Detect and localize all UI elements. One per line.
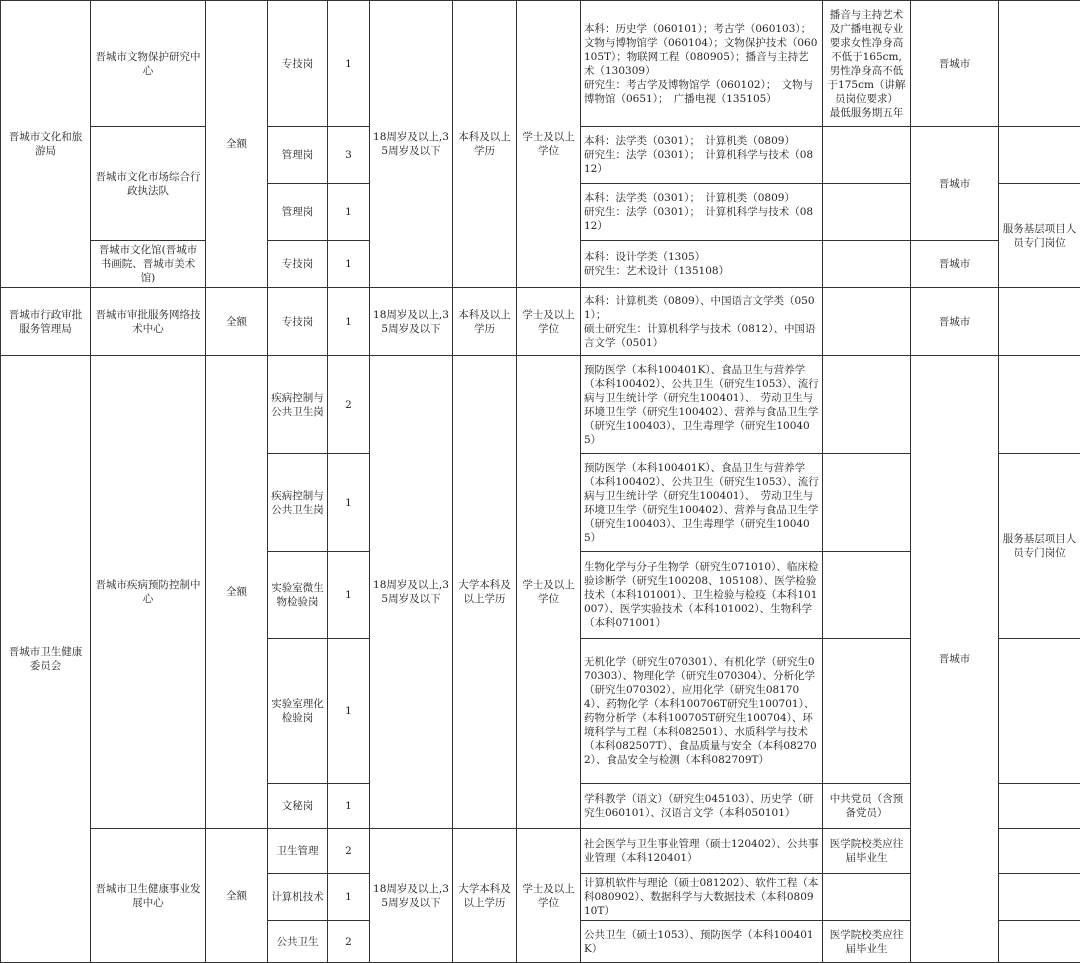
post-cell: 公共卫生	[268, 921, 328, 963]
major-cell: 生物化学与分子生物学（研究生071010）、临床检验诊断学（研究生100208、105108）、医学检验技术（本科101001）、卫生检验与检疫（本科101007）、医学实验技术（本科101002）、生物科学（本科071001）	[581, 552, 823, 639]
major-cell: 预防医学（本科100401K）、食品卫生与营养学（本科100402）、公共卫生（研究生1053）、流行病与卫生统计学（研究生100401）、 劳动卫生与环境卫生学（研究生100402）、营养与食品卫生学（研究生100403）、卫生毒理学（研究生100405）	[581, 454, 823, 552]
remark-cell	[999, 921, 1080, 963]
other-requirement-cell	[823, 454, 911, 552]
major-cell: 无机化学（研究生070301）、有机化学（研究生070303）、物理化学（研究生070304）、分析化学（研究生070302）、应用化学（研究生081704）、药物化学（本科100706T研究生100701）、药物分析学（本科100705T研究生100704）、环境科学与工程（本科082501）、水质科学与技术（本科082507T）、食品质量与安全（本科082702）、食品安全与检测（本科082709T）	[581, 639, 823, 784]
major-line: 硕士研究生：计算机科学与技术（0812）、中国语言文学（0501）	[584, 322, 819, 350]
post-cell: 实验室微生物检验岗	[268, 552, 328, 639]
remark-cell	[999, 1, 1080, 127]
place-cell: 晋城市	[911, 241, 999, 288]
other-requirement-cell	[823, 127, 911, 184]
count-cell: 2	[328, 356, 370, 454]
major-line: 研究生：法学（0301）； 计算机科学与技术（0812）	[584, 205, 819, 233]
fund-cell: 全额	[206, 356, 268, 829]
place-cell: 晋城市	[911, 288, 999, 356]
count-cell: 2	[328, 921, 370, 963]
remark-cell	[999, 784, 1080, 829]
count-cell: 1	[328, 454, 370, 552]
major-cell	[581, 184, 823, 241]
remark-cell	[999, 874, 1080, 921]
dept-cell: 晋城市行政审批服务管理局	[1, 288, 91, 356]
fund-cell: 全额	[206, 1, 268, 288]
table-row	[1, 356, 1080, 454]
other-requirement-cell: 医学院校类应往届毕业生	[823, 829, 911, 874]
major-cell: 预防医学（本科100401K）、食品卫生与营养学（本科100402）、公共卫生（研究生1053）、流行病与卫生统计学（研究生100401）、 劳动卫生与环境卫生学（研究生100402）、营养与食品卫生学（研究生100403）、卫生毒理学（研究生100405）	[581, 356, 823, 454]
major-line: 本科：设计学类（1305）	[584, 250, 819, 264]
remark-cell: 服务基层项目人员专门岗位	[999, 454, 1080, 639]
major-cell: 计算机软件与理论（硕士081202）、软件工程（本科080902）、数据科学与大数据技术（本科080910T）	[581, 874, 823, 921]
age-cell: 18周岁及以上,35周岁及以下	[370, 288, 453, 356]
unit-cell: 晋城市文物保护研究中心	[91, 1, 206, 127]
table-row	[1, 1, 1080, 127]
age-cell: 18周岁及以上,35周岁及以下	[370, 1, 453, 288]
age-cell: 18周岁及以上,35周岁及以下	[370, 356, 453, 829]
dept-cell: 晋城市卫生健康委员会	[1, 356, 91, 963]
remark-cell	[999, 127, 1080, 184]
post-cell: 专技岗	[268, 1, 328, 127]
remark-cell	[999, 639, 1080, 784]
other-requirement-cell	[823, 288, 911, 356]
post-cell: 实验室理化检验岗	[268, 639, 328, 784]
other-requirement-cell: 医学院校类应往届毕业生	[823, 921, 911, 963]
degree-cell: 学士及以上学位	[517, 288, 581, 356]
major-cell	[581, 127, 823, 184]
major-cell	[581, 288, 823, 356]
post-cell: 疾病控制与公共卫生岗	[268, 356, 328, 454]
degree-cell: 学士及以上学位	[517, 356, 581, 829]
count-cell: 1	[328, 184, 370, 241]
count-cell: 1	[328, 288, 370, 356]
education-cell: 本科及以上学历	[453, 1, 517, 288]
other-requirement-cell: 中共党员（含预备党员）	[823, 784, 911, 829]
other-requirement-cell	[823, 1, 911, 127]
major-cell: 公共卫生（硕士1053）、预防医学（本科100401K）	[581, 921, 823, 963]
education-cell: 本科及以上学历	[453, 288, 517, 356]
post-cell: 疾病控制与公共卫生岗	[268, 454, 328, 552]
table-row	[1, 288, 1080, 356]
post-cell: 计算机技术	[268, 874, 328, 921]
major-cell: 社会医学与卫生事业管理（硕士120402）、公共事业管理（本科120401）	[581, 829, 823, 874]
fund-cell: 全额	[206, 829, 268, 963]
count-cell: 1	[328, 874, 370, 921]
major-cell	[581, 241, 823, 288]
major-line: 本科：计算机类（0809）、中国语言文学类（0501）；	[584, 294, 819, 322]
major-cell	[581, 1, 823, 127]
major-line: 本科：法学类（0301）； 计算机类（0809）	[584, 191, 819, 205]
remark-cell	[999, 288, 1080, 356]
unit-cell: 晋城市卫生健康事业发展中心	[91, 829, 206, 963]
unit-cell: 晋城市审批服务网络技术中心	[91, 288, 206, 356]
place-cell: 晋城市	[911, 127, 999, 241]
education-cell: 大学本科及以上学历	[453, 829, 517, 963]
remark-cell	[999, 829, 1080, 874]
other-line: 播音与主持艺术及广播电视专业要求女性净身高不低于165cm,男性净身高不低于175cm（讲解员岗位要求）	[826, 8, 907, 106]
other-requirement-cell	[823, 639, 911, 784]
post-cell: 专技岗	[268, 241, 328, 288]
count-cell: 1	[328, 784, 370, 829]
dept-cell: 晋城市文化和旅游局	[1, 1, 91, 288]
major-line: 研究生：法学（0301）； 计算机科学与技术（0812）	[584, 148, 819, 176]
post-cell: 专技岗	[268, 288, 328, 356]
fund-cell: 全额	[206, 288, 268, 356]
count-cell: 1	[328, 639, 370, 784]
count-cell: 3	[328, 127, 370, 184]
count-cell: 2	[328, 829, 370, 874]
major-line: 本科：法学类（0301）； 计算机类（0809）	[584, 134, 819, 148]
post-cell: 卫生管理	[268, 829, 328, 874]
degree-cell: 学士及以上学位	[517, 829, 581, 963]
count-cell: 1	[328, 241, 370, 288]
major-line: 研究生：艺术设计（135108）	[584, 264, 819, 278]
unit-cell: 晋城市文化馆(晋城市书画院、晋城市美术馆)	[91, 241, 206, 288]
degree-cell: 学士及以上学位	[517, 1, 581, 288]
post-cell: 管理岗	[268, 127, 328, 184]
count-cell: 1	[328, 1, 370, 127]
major-line: 本科：历史学（060101）；考古学（060103）；文物与博物馆学（060104）；文物保护技术（060105T）；物联网工程（080905）；播音与主持艺术（130309）	[584, 22, 819, 78]
major-cell: 学科教学（语文）（研究生045103）、历史学（研究生060101）、汉语言文学（本科050101）	[581, 784, 823, 829]
count-cell: 1	[328, 552, 370, 639]
other-requirement-cell	[823, 874, 911, 921]
place-cell: 晋城市	[911, 356, 999, 963]
education-cell: 大学本科及以上学历	[453, 356, 517, 829]
other-requirement-cell	[823, 241, 911, 288]
other-requirement-cell	[823, 184, 911, 241]
other-requirement-cell	[823, 552, 911, 639]
major-line: 研究生：考古学及博物馆学（060102）； 文物与博物馆（0651）； 广播电视（135105）	[584, 78, 819, 106]
remark-cell: 服务基层项目人员专门岗位	[999, 184, 1080, 288]
place-cell: 晋城市	[911, 1, 999, 127]
unit-cell: 晋城市文化市场综合行政执法队	[91, 127, 206, 241]
remark-cell	[999, 356, 1080, 454]
post-cell: 文秘岗	[268, 784, 328, 829]
post-cell: 管理岗	[268, 184, 328, 241]
other-line: 最低服务期五年	[826, 106, 907, 120]
unit-cell: 晋城市疾病预防控制中心	[91, 356, 206, 829]
age-cell: 18周岁及以上,35周岁及以下	[370, 829, 453, 963]
other-requirement-cell	[823, 356, 911, 454]
